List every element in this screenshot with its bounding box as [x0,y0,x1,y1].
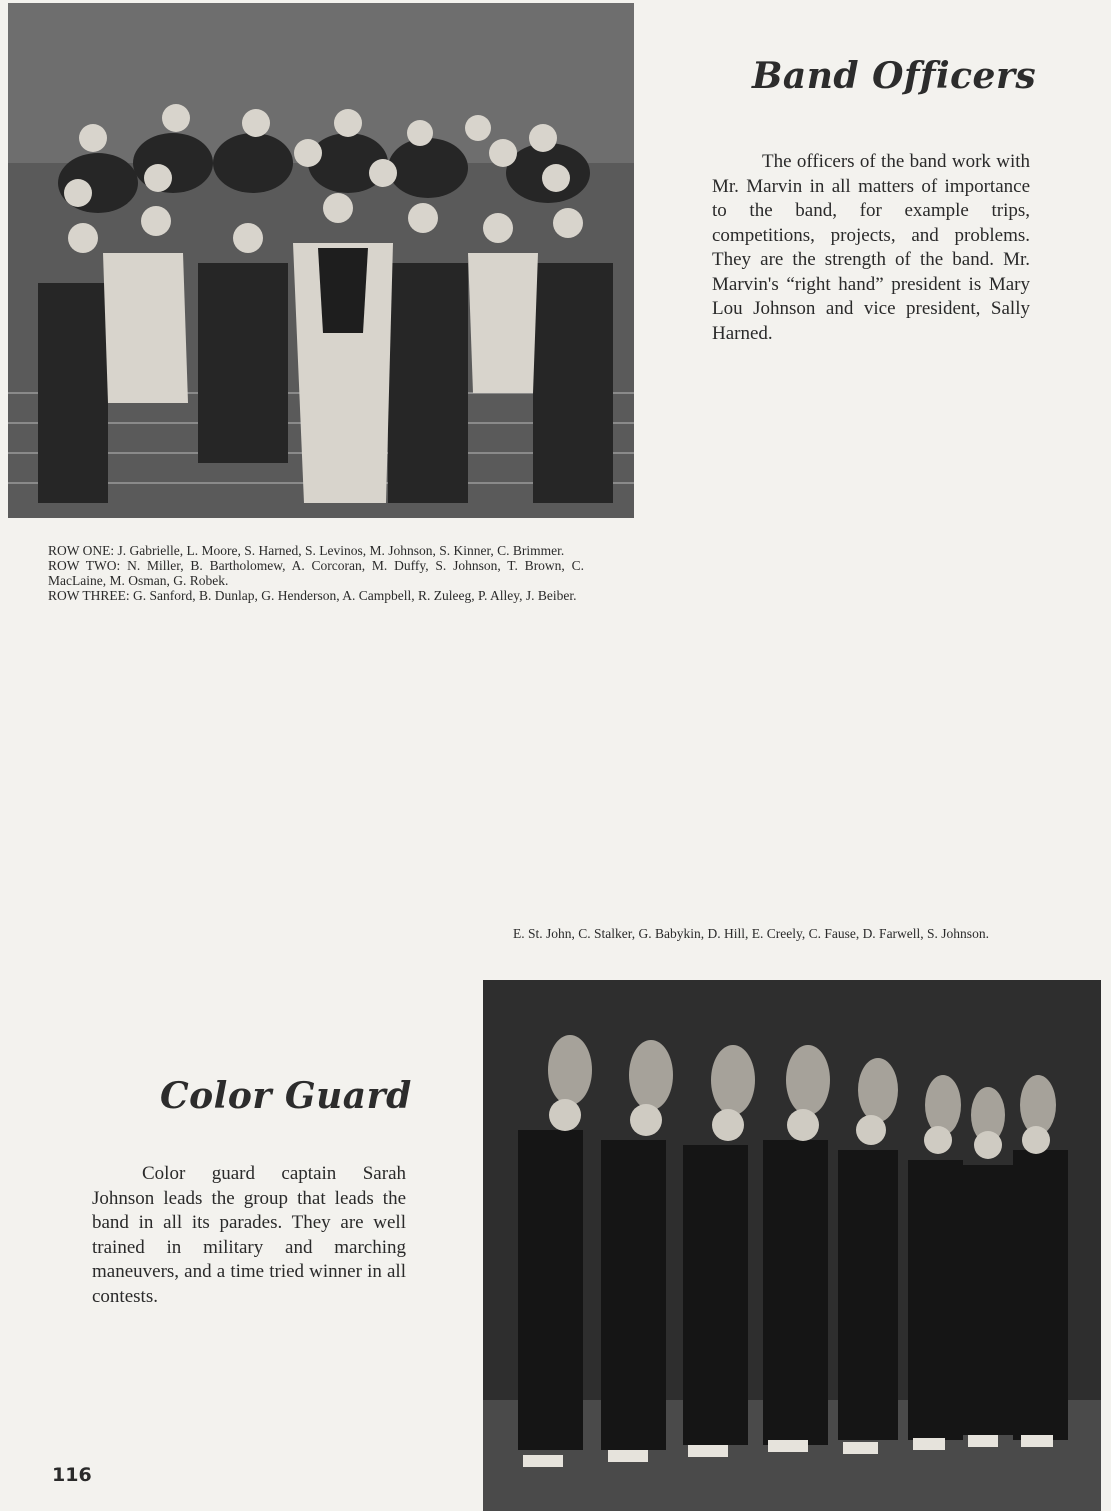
band-officers-caption [48,543,584,603]
color-guard-description: Color guard captain Sarah Johnson leads the group that leads the band in all its parades. They are well trained in military and marching maneuvers, and a time tried winner in all contests. [92,1163,406,1307]
page-number: 116 [52,1464,92,1486]
caption-row-one: ROW ONE: J. Gabrielle, L. Moore, S. Harned, S. Levinos, M. Johnson, S. Kinner, C. Brimmer. [48,543,565,558]
band-officers-description: The officers of the band work with Mr. Marvin in all matters of importance to the band, for example trips, competitions, projects, and problems. They are the strength of the band. Mr. Marvin's “right hand” president is Mary Lou Johnson and vice president, Sally Harned. [712,151,1030,344]
caption-row-three: ROW THREE: G. Sanford, B. Dunlap, G. Henderson, A. Campbell, R. Zuleeg, P. Alley, J. Beiber. [48,588,577,603]
color-guard-photo [483,980,1101,1511]
color-guard-heading: Color Guard [160,1075,412,1117]
band-officers-photo [8,3,634,518]
band-officers-heading: Band Officers [752,55,1037,97]
color-guard-caption: E. St. John, C. Stalker, G. Babykin, D. Hill, E. Creely, C. Fause, D. Farwell, S. Johnson. [513,926,989,941]
caption-row-two: ROW TWO: N. Miller, B. Bartholomew, A. Corcoran, M. Duffy, S. Johnson, T. Brown, C. MacLaine, M. Osman, G. Robek. [48,558,584,588]
